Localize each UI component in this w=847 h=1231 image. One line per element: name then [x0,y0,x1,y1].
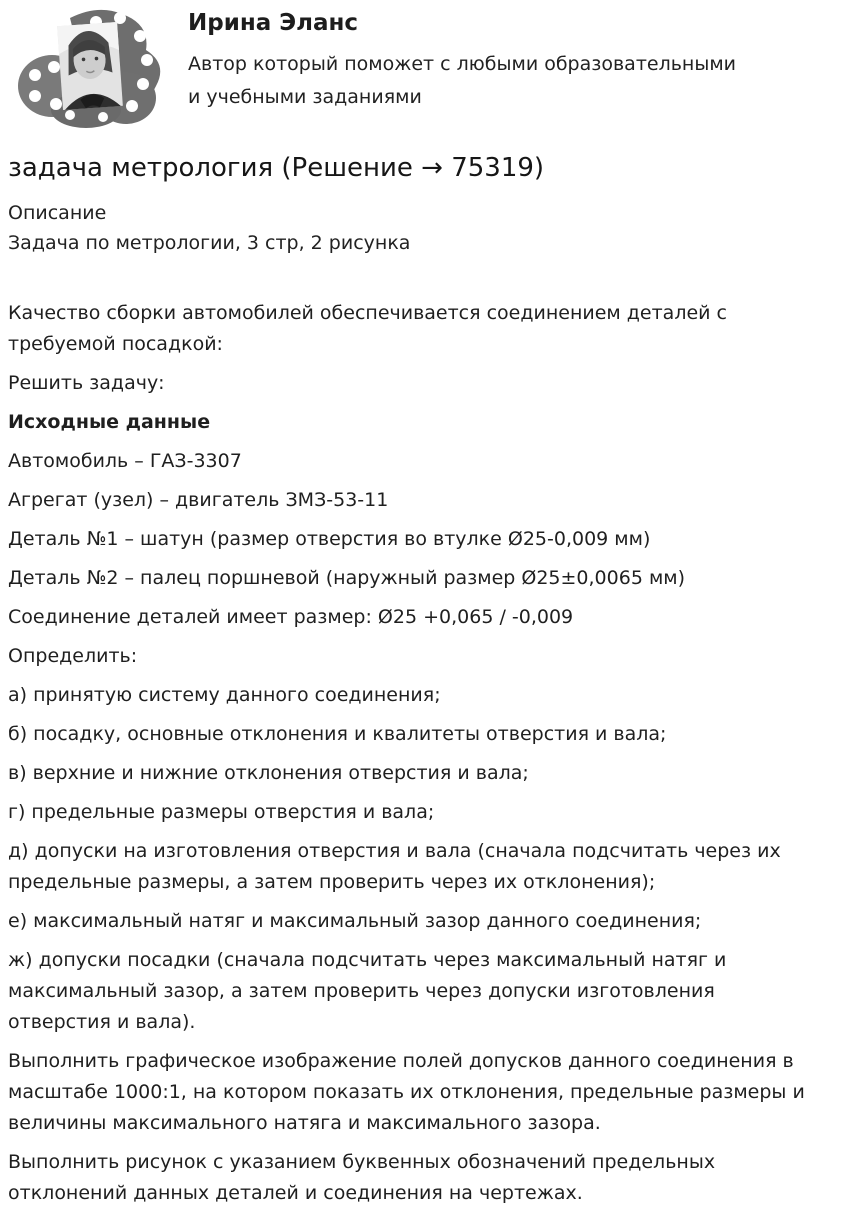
paragraph: Деталь №1 – шатун (размер отверстия во втулке Ø25-0,009 мм) [8,527,651,550]
paragraph: Определить: [8,644,138,667]
paragraph: Автомобиль – ГАЗ-3307 [8,449,242,472]
paragraph: б) посадку, основные отклонения и квалитеты отверстия и вала; [8,722,667,745]
paragraph: Соединение деталей имеет размер: Ø25 +0,065 / -0,009 [8,605,574,628]
task-meta [8,198,839,258]
author-photo-icon [8,2,170,129]
page-title: задача метрология (Решение → 75319) [8,153,545,183]
author-info [188,2,753,114]
paragraph: а) принятую систему данного соединения; [8,683,441,706]
paragraph: д) допуски на изготовления отверстия и вала (сначала подсчитать через их предельные размеры, а затем проверить через их отклонения); [8,839,781,893]
paragraph: в) верхние и нижние отклонения отверстия и вала; [8,761,529,784]
task-body [8,298,839,1231]
author-description: Автор который поможет с любыми образовательными и учебными заданиями [188,52,737,108]
author-avatar [8,2,170,129]
paragraph: Качество сборки автомобилей обеспечивается соединением деталей с требуемой посадкой: [8,301,727,355]
paragraph: Агрегат (узел) – двигатель ЗМЗ-53-11 [8,488,389,511]
author-header [8,0,839,130]
paragraph: Исходные данные [8,410,211,433]
paragraph: Выполнить графическое изображение полей допусков данного соединения в масштабе 1000:1, на котором показать их отклонения, предельные размеры и величины максимального натяга и максимального зазора. [8,1049,805,1134]
paragraph: Выполнить рисунок с указанием буквенных обозначений предельных отклонений данных деталей и соединения на чертежах. [8,1150,716,1204]
task-page [8,152,839,1231]
paragraph: Деталь №2 – палец поршневой (наружный размер Ø25±0,0065 мм) [8,566,686,589]
paragraph: е) максимальный натяг и максимальный зазор данного соединения; [8,909,702,932]
paragraph: г) предельные размеры отверстия и вала; [8,800,435,823]
paragraph: ж) допуски посадки (сначала подсчитать через максимальный натяг и максимальный зазор, а затем проверить через допуски изготовления отверстия и вала). [8,948,727,1033]
description-label: Описание [8,201,107,224]
author-name: Ирина Эланс [188,10,359,36]
paragraph: Решить задачу: [8,371,165,394]
description-value: Задача по метрологии, 3 стр, 2 рисунка [8,231,411,254]
